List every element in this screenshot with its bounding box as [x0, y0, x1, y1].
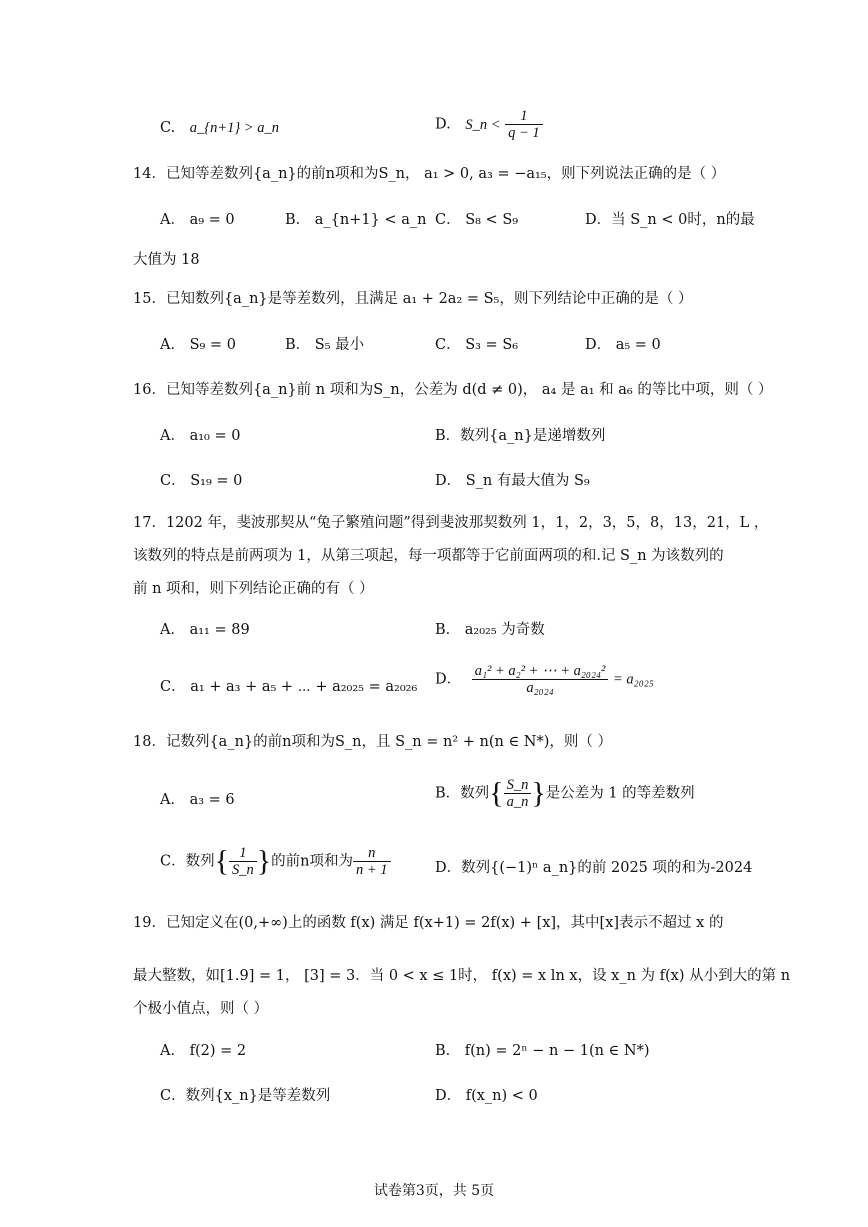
- q13-option-c: C. a_{n+1} > a_n: [160, 120, 279, 136]
- q15-stem: 15．已知数列{a_n}是等差数列，且满足 a₁ + 2a₂ = S₅，则下列结论中正确的是（ ）: [133, 291, 693, 307]
- q18-option-d: D．数列{(−1)ⁿ a_n}的前 2025 项的和为-2024: [435, 860, 753, 876]
- q18-option-c: C．数列{ $\frac{1}{S\_n}$ }的前n项和为 $\frac{n}{n + 1}$: [160, 845, 391, 878]
- q15-option-a: A． S₉ = 0: [160, 337, 236, 353]
- q16-option-d: D． S_n 有最大值为 S₉: [435, 473, 590, 489]
- q17-option-d: D． $\frac{\text{a₁² + a₂² + ⋯ + a₂₀₂₄²}}{\text{a₂₀₂₄}}$ = a₂₀₂₅: [435, 663, 654, 696]
- q15-option-b: B． S₅ 最小: [285, 337, 365, 353]
- q16-option-b: B．数列{a_n}是递增数列: [435, 428, 606, 444]
- q18-option-a: A． a₃ = 6: [160, 792, 235, 808]
- q19-stem-line1: 19．已知定义在(0,+∞)上的函数 f(x) 满足 f(x+1) = 2f(x) + [x]，其中[x]表示不超过 x 的: [133, 915, 724, 931]
- q14-option-d-continued: 大值为 18: [133, 252, 200, 268]
- q18-option-b: B．数列{ $\frac{S\_n}{a\_n}$ }是公差为 1 的等差数列: [435, 776, 695, 810]
- q14-option-a: A． a₉ = 0: [160, 212, 235, 228]
- q17-option-a: A． a₁₁ = 89: [160, 622, 250, 638]
- q17-option-b: B． a₂₀₂₅ 为奇数: [435, 622, 545, 638]
- q17-stem-line3: 前 n 项和，则下列结论正确的有（ ）: [133, 581, 374, 597]
- q13-option-d: D. S_n < $\frac{1}{q - 1}$: [435, 108, 543, 141]
- q14-option-b: B． a_{n+1} < a_n: [285, 212, 427, 228]
- q19-stem-line3: 个极小值点，则（ ）: [133, 1001, 269, 1017]
- q17-stem-line2: 该数列的特点是前两项为 1，从第三项起，每一项都等于它前面两项的和.记 S_n 为该数列的: [133, 548, 724, 564]
- q14-stem: 14．已知等差数列{a_n}的前n项和为S_n， a₁ > 0, a₃ = −a₁₅，则下列说法正确的是（ ）: [133, 166, 726, 182]
- q15-option-c: C． S₃ = S₆: [435, 337, 519, 353]
- page-footer: 试卷第3页，共 5页: [373, 1183, 495, 1199]
- q16-option-c: C． S₁₉ = 0: [160, 473, 243, 489]
- q19-option-d: D． f(x_n) < 0: [435, 1088, 538, 1104]
- q17-option-c: C． a₁ + a₃ + a₅ + ⋯ + a₂₀₂₅ = a₂₀₂₆: [160, 679, 418, 695]
- q19-option-c: C．数列{x_n}是等差数列: [160, 1088, 331, 1104]
- q19-option-a: A． f(2) = 2: [160, 1043, 247, 1059]
- q16-option-a: A． a₁₀ = 0: [160, 428, 241, 444]
- q19-stem-line2: 最大整数，如[1.9] = 1， [3] = 3．当 0 < x ≤ 1时， f(x) = x ln x，设 x_n 为 f(x) 从小到大的第 n: [133, 968, 791, 984]
- q14-option-c: C． S₈ < S₉: [435, 212, 519, 228]
- q14-option-d: D．当 S_n < 0时，n的最: [585, 212, 755, 228]
- q17-stem-line1: 17．1202 年，斐波那契从“兔子繁殖问题”得到斐波那契数列 1，1，2，3，5，8，13，21，L ，: [133, 515, 769, 531]
- q18-stem: 18．记数列{a_n}的前n项和为S_n，且 S_n = n² + n(n ∈ N*)，则（ ）: [133, 734, 613, 750]
- q19-option-b: B． f(n) = 2ⁿ − n − 1(n ∈ N*): [435, 1043, 650, 1059]
- q16-stem: 16．已知等差数列{a_n}前 n 项和为S_n，公差为 d(d ≠ 0)， a₄ 是 a₁ 和 a₆ 的等比中项，则（ ）: [133, 382, 773, 398]
- q15-option-d: D． a₅ = 0: [585, 337, 661, 353]
